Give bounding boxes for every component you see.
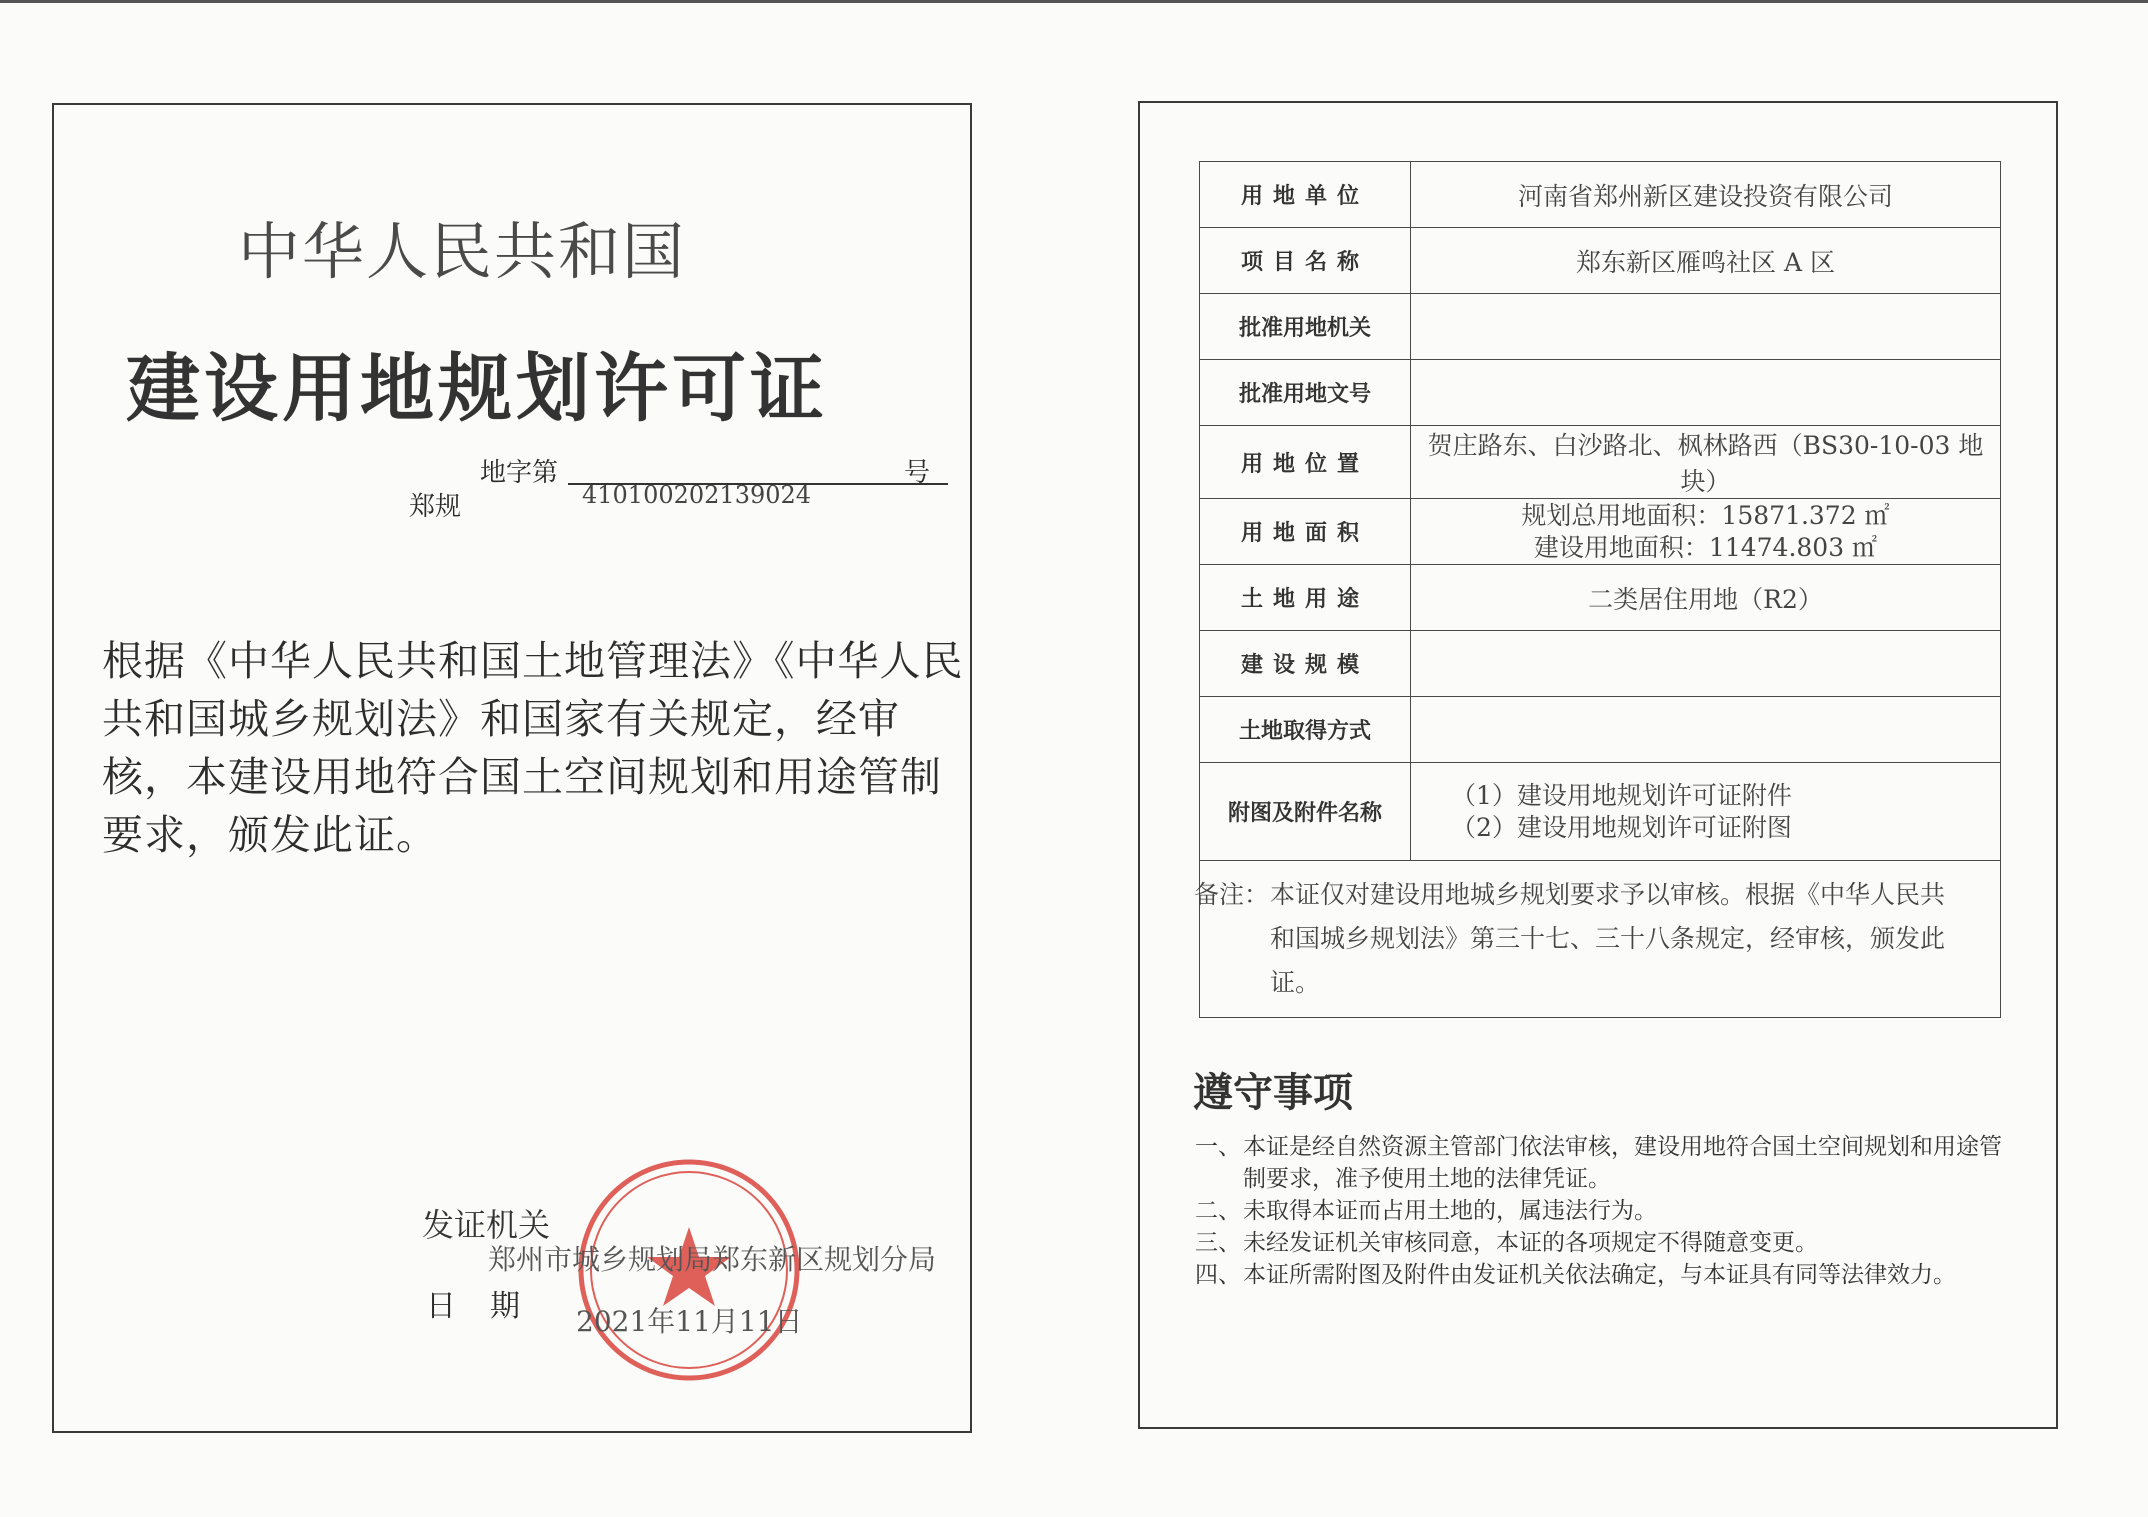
row-value: 二类居住用地（R2） bbox=[1411, 565, 2001, 631]
rule-number: 二、 bbox=[1195, 1198, 1241, 1224]
table-row bbox=[1200, 861, 2001, 1018]
attachments-label: 附图及附件名称 bbox=[1200, 763, 1411, 861]
table-row bbox=[1200, 426, 2001, 499]
table-row bbox=[1200, 697, 2001, 763]
row-label: 土地取得方式 bbox=[1200, 697, 1411, 763]
row-label: 批准用地文号 bbox=[1200, 360, 1411, 426]
table-row bbox=[1200, 228, 2001, 294]
certificate-cover-page bbox=[52, 103, 972, 1433]
table-row bbox=[1200, 360, 2001, 426]
certificate-number: 410100202139024 bbox=[582, 481, 812, 509]
table-row bbox=[1200, 499, 2001, 565]
table-row bbox=[1200, 565, 2001, 631]
certificate-details-page bbox=[1138, 101, 2058, 1429]
construction-area: 建设用地面积：11474.803 ㎡ bbox=[1533, 532, 1878, 562]
row-value bbox=[1411, 360, 2001, 426]
total-area: 规划总用地面积：15871.372 ㎡ bbox=[1521, 500, 1890, 530]
rule-number: 三、 bbox=[1195, 1230, 1241, 1256]
row-label: 建设规模 bbox=[1200, 631, 1411, 697]
list-item bbox=[1195, 1195, 2005, 1227]
remarks-label: 备注： bbox=[1194, 880, 1270, 909]
row-value: 贺庄路东、白沙路北、枫林路西（BS30-10-03 地块） bbox=[1411, 426, 2001, 499]
scan-top-edge bbox=[0, 0, 2148, 3]
list-item bbox=[1195, 1227, 2005, 1259]
table-row bbox=[1200, 294, 2001, 360]
certificate-number-prefix: 郑规 bbox=[409, 492, 462, 522]
row-label: 用地位置 bbox=[1200, 426, 1411, 499]
rule-text: 未取得本证而占用土地的，属违法行为。 bbox=[1243, 1198, 1657, 1224]
issuer-name: 郑州市城乡规划局郑东新区规划分局 bbox=[488, 1243, 937, 1276]
list-item bbox=[1195, 1259, 2005, 1291]
attachments-value bbox=[1411, 763, 2001, 861]
certificate-title: 建设用地规划许可证 bbox=[126, 346, 828, 432]
row-value bbox=[1411, 499, 2001, 565]
rule-number: 一、 bbox=[1195, 1134, 1241, 1160]
land-info-table bbox=[1194, 161, 2001, 1018]
attachment-item: （2）建设用地规划许可证附图 bbox=[1451, 812, 1792, 842]
row-value bbox=[1411, 294, 2001, 360]
rules-list bbox=[1195, 1131, 2005, 1291]
row-label: 用地单位 bbox=[1200, 162, 1411, 228]
table-row bbox=[1200, 763, 2001, 861]
row-label: 批准用地机关 bbox=[1200, 294, 1411, 360]
table-row bbox=[1200, 162, 2001, 228]
row-label: 用地面积 bbox=[1200, 499, 1411, 565]
certificate-number-label: 地字第 bbox=[480, 458, 559, 488]
attachment-item: （1）建设用地规划许可证附件 bbox=[1451, 780, 1792, 810]
row-value bbox=[1411, 631, 2001, 697]
row-value bbox=[1411, 697, 2001, 763]
certificate-body-text: 根据《中华人民共和国土地管理法》《中华人民共和国城乡规划法》和国家有关规定，经审核，本建设用地符合国土空间规划和用途管制要求，颁发此证。 bbox=[102, 637, 964, 859]
row-label: 项目名称 bbox=[1200, 228, 1411, 294]
row-label: 土地用途 bbox=[1200, 565, 1411, 631]
list-item bbox=[1195, 1131, 2005, 1195]
remarks-text: 本证仅对建设用地城乡规划要求予以审核。根据《中华人民共和国城乡规划法》第三十七、三十八条规定，经审核，颁发此证。 bbox=[1270, 880, 1946, 997]
certificate-number-suffix: 号 bbox=[904, 458, 931, 488]
rule-number: 四、 bbox=[1195, 1262, 1241, 1288]
table-row bbox=[1200, 631, 2001, 697]
issue-date: 2021年11月11日 bbox=[576, 1305, 803, 1338]
rule-text: 未经发证机关审核同意，本证的各项规定不得随意变更。 bbox=[1243, 1230, 1818, 1256]
rule-text: 本证是经自然资源主管部门依法审核，建设用地符合国土空间规划和用途管制要求，准予使用土地的法律凭证。 bbox=[1243, 1134, 2002, 1192]
rules-title: 遵守事项 bbox=[1193, 1070, 1353, 1116]
row-value: 河南省郑州新区建设投资有限公司 bbox=[1411, 162, 2001, 228]
date-label: 日期 bbox=[426, 1289, 554, 1324]
rule-text: 本证所需附图及附件由发证机关依法确定，与本证具有同等法律效力。 bbox=[1243, 1262, 1956, 1288]
row-value: 郑东新区雁鸣社区 A 区 bbox=[1411, 228, 2001, 294]
country-name: 中华人民共和国 bbox=[237, 215, 686, 288]
remarks-cell bbox=[1194, 861, 2001, 1018]
issuer-label: 发证机关 bbox=[422, 1206, 551, 1244]
